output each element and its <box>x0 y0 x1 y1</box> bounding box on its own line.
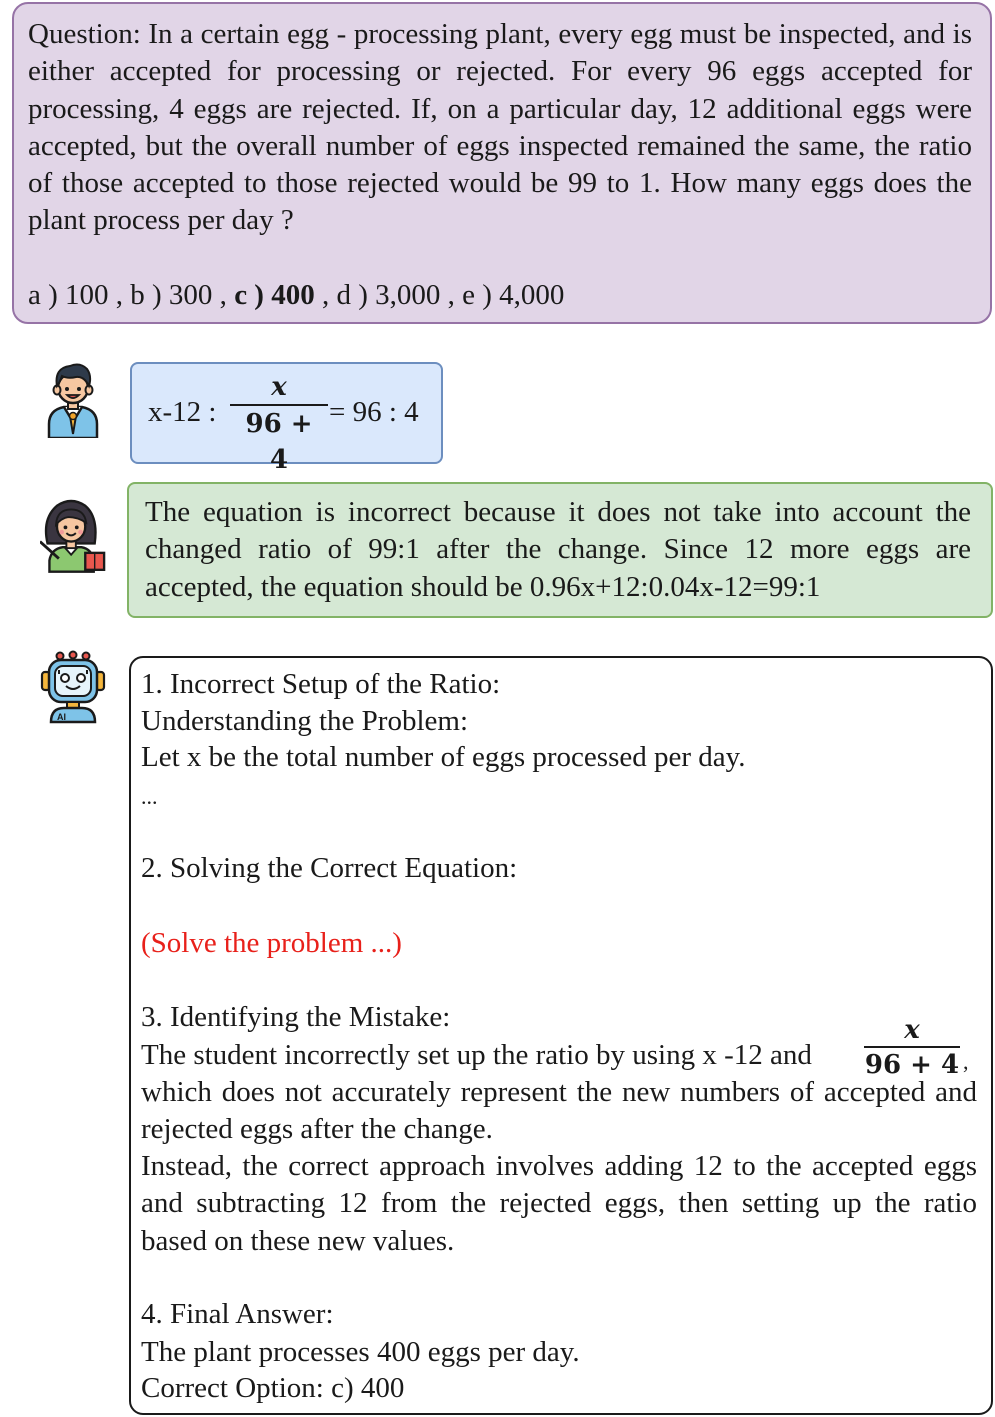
section3-fraction-denominator: 96 + 4 <box>864 1050 960 1080</box>
section2-title: 2. Solving the Correct Equation: <box>141 852 518 884</box>
section3-comma: , <box>963 1049 969 1074</box>
section4-answer: The plant processes 400 eggs per day. <box>141 1336 580 1368</box>
answer-options <box>28 277 972 314</box>
section1-subtitle: Understanding the Problem: <box>141 705 469 737</box>
options-after: , d ) 3,000 , e ) 4,000 <box>314 278 565 311</box>
section3-paragraph1: which does not accurately represent the new numbers of accepted and rejected eggs after the change. <box>141 1076 977 1146</box>
question-box <box>12 2 992 324</box>
section4-correct-option: Correct Option: c) 400 <box>141 1372 405 1404</box>
teacher-avatar-icon <box>40 494 106 574</box>
student-figure <box>40 358 106 438</box>
section3-paragraph2: Instead, the correct approach involves adding 12 to the accepted eggs and subtracting 12 from the rejected eggs, then setting up the ratio based on these new values. <box>141 1150 977 1257</box>
section3-line1: The student incorrectly set up the ratio by using x -12 and <box>141 1039 812 1071</box>
question-text: Question: In a certain egg - processing plant, every egg must be inspected, and is either accepted for processing or rejected. For every 96 eggs accepted for processing, 4 eggs are rejected. If, on a particular day, 12 additional eggs were accepted, but the overall number of eggs inspected remained the same, the ratio of those accepted to those rejected would be 99 to 1. How many eggs does the plant process per day ? <box>28 18 972 237</box>
fraction-numerator: x <box>271 372 287 402</box>
ai-badge-label: AI <box>57 712 66 722</box>
teacher-figure <box>40 494 106 574</box>
student-equation-box <box>130 362 443 475</box>
section1-ellipsis: ... <box>141 784 158 809</box>
section1-title: 1. Incorrect Setup of the Ratio: <box>141 668 501 700</box>
robot-avatar-icon <box>40 650 106 730</box>
section3-fraction-numerator: x <box>904 1015 920 1045</box>
correct-option: c ) 400 <box>234 278 315 311</box>
equation-lhs: x-12 : <box>148 396 217 428</box>
section4-title: 4. Final Answer: <box>141 1298 334 1330</box>
robot-figure <box>40 650 106 730</box>
options-before: a ) 100 , b ) 300 , <box>28 278 235 311</box>
teacher-feedback-box: The equation is incorrect because it does not take into account the changed ratio of 99:1 after the change. Since 12 more eggs are accepted, the equation should be 0.96x+12:0.04x-12=99:1 <box>127 482 993 618</box>
equation-fraction <box>234 370 324 478</box>
ai-response-box <box>129 656 993 1415</box>
section1-definition: Let x be the total number of eggs processed per day. <box>141 741 746 773</box>
section3-title: 3. Identifying the Mistake: <box>141 1001 451 1033</box>
section2-note: (Solve the problem ...) <box>141 927 402 959</box>
equation-rhs: = 96 : 4 <box>329 396 419 428</box>
student-avatar-icon <box>40 358 106 438</box>
fraction-denominator: 96 + 4 <box>245 409 313 475</box>
section3-fraction <box>864 1014 960 1082</box>
